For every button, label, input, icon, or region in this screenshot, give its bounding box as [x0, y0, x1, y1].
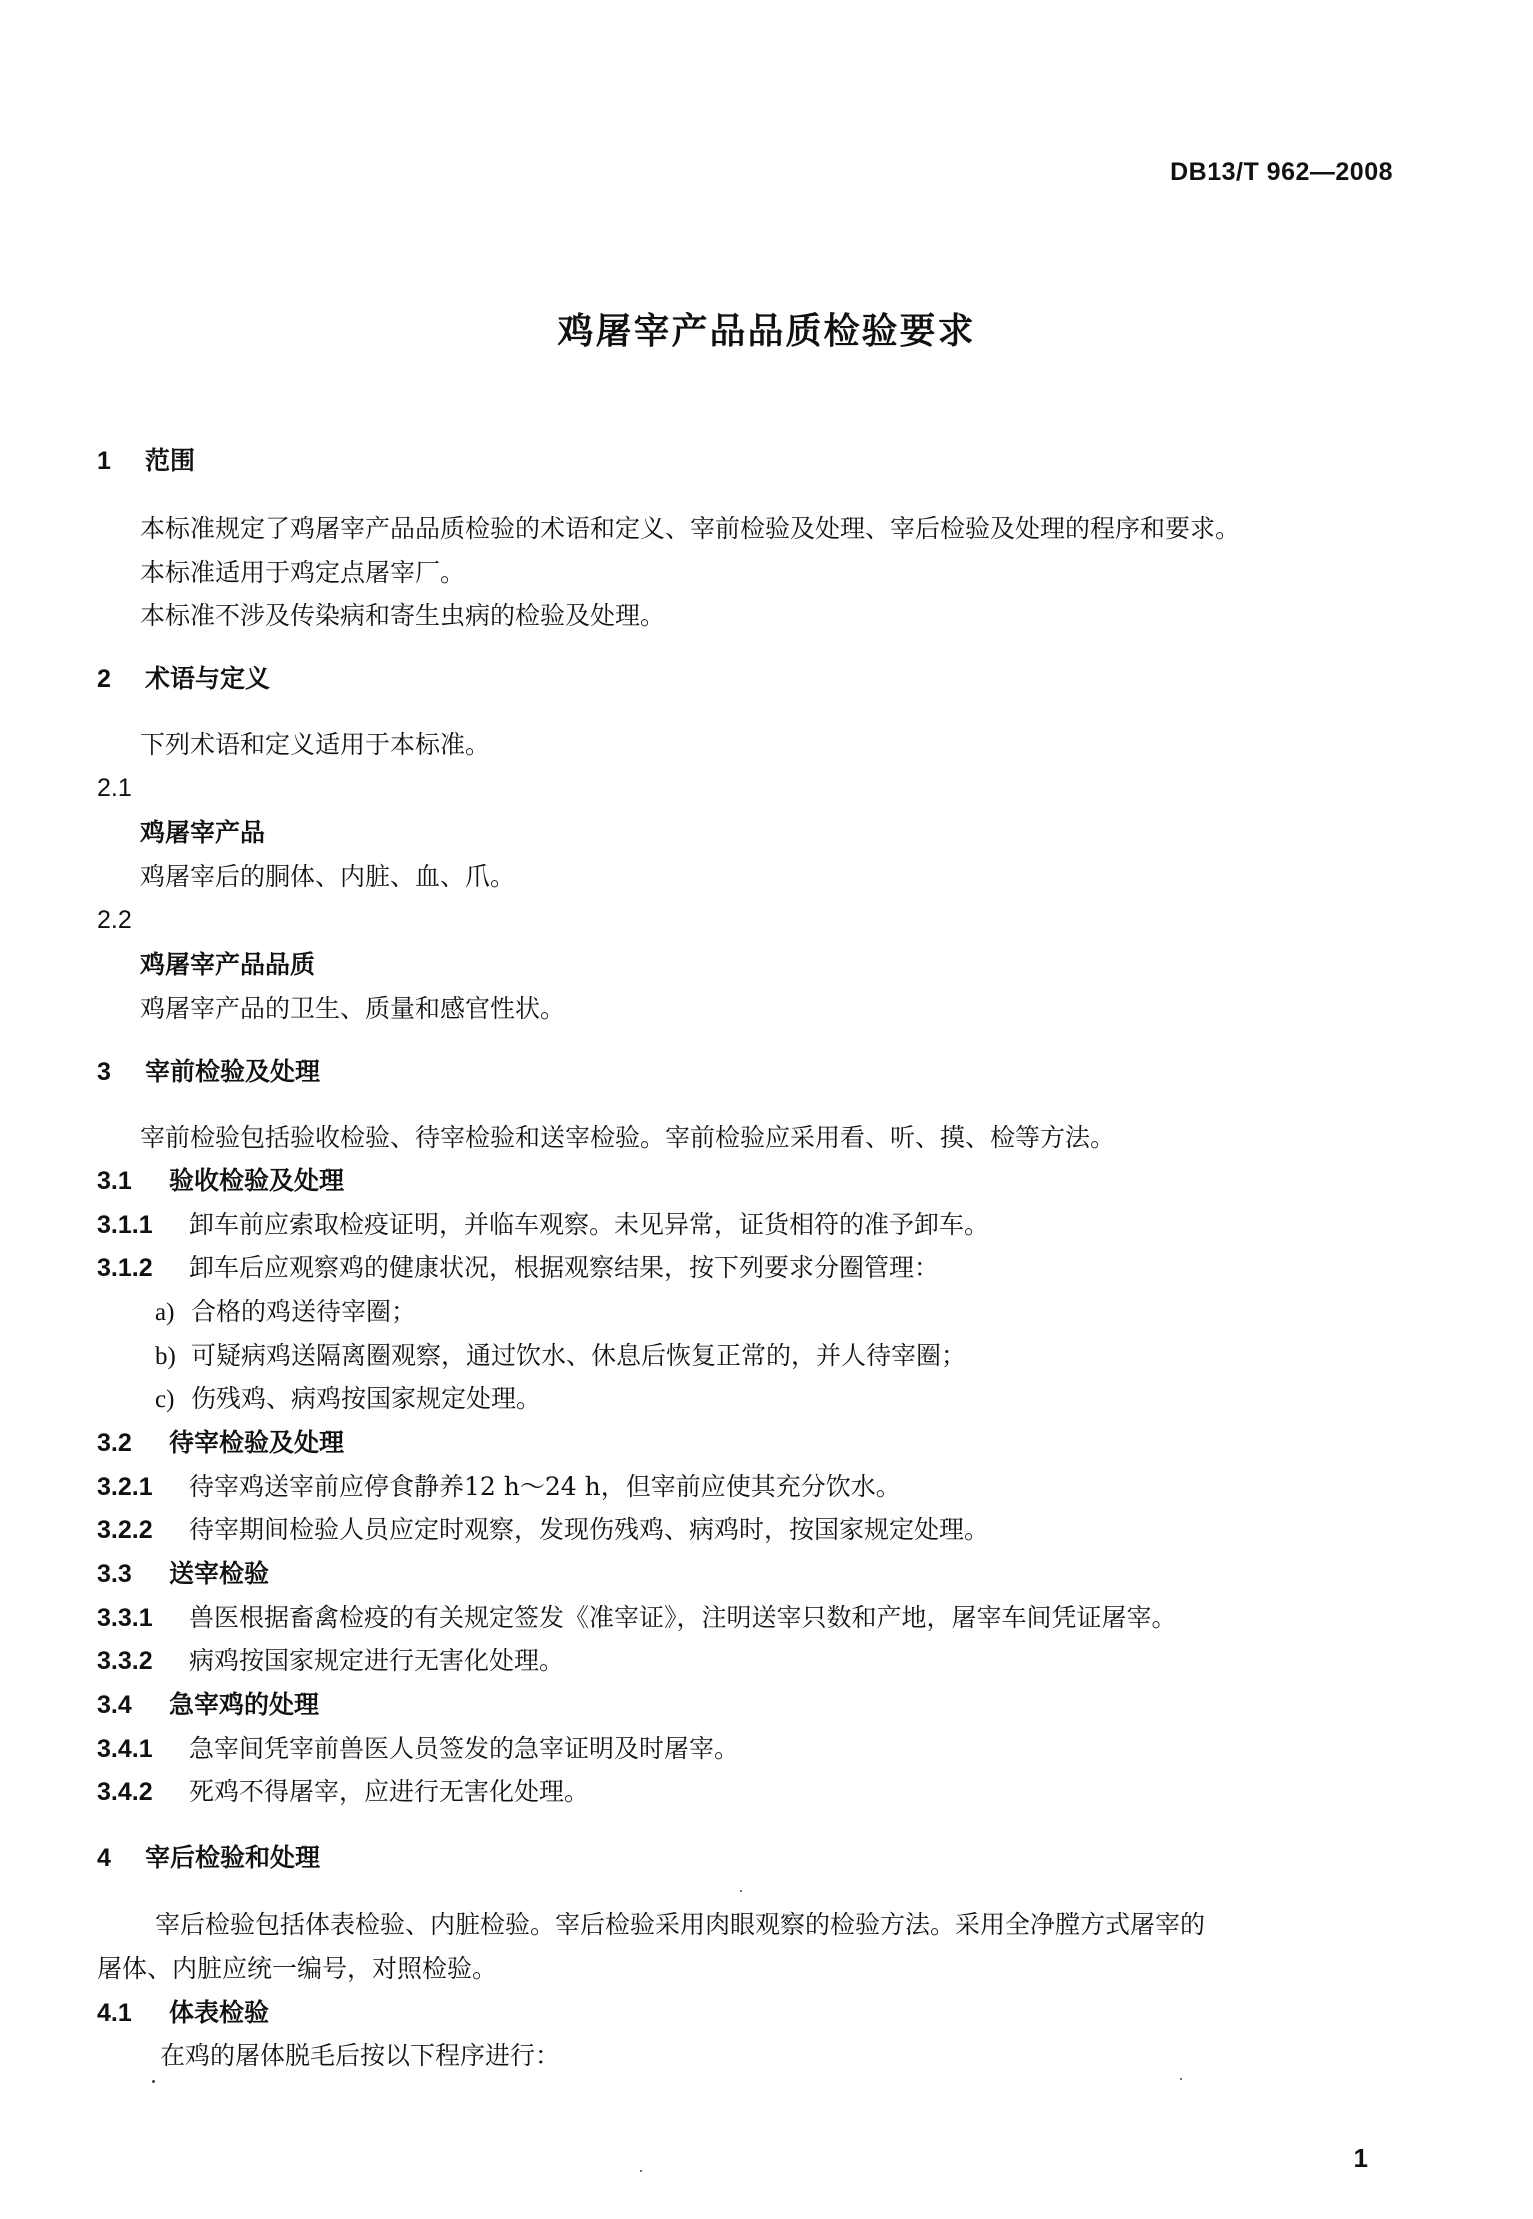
subsection-number: 3.3 [97, 1560, 132, 1588]
term-definition: 鸡屠宰后的胴体、内脏、血、爪。 [140, 862, 516, 891]
list-label: b) [155, 1343, 176, 1370]
section-title: 术语与定义 [145, 664, 271, 693]
subsection-heading [97, 1430, 344, 1456]
section-number: 3 [97, 1058, 111, 1086]
clause-number: 3.2.1 [97, 1473, 153, 1501]
list-item [155, 1299, 416, 1325]
section-number: 2 [97, 665, 111, 693]
term-name: 鸡屠宰产品品质 [140, 950, 316, 979]
document-title: 鸡屠宰产品品质检验要求 [557, 311, 976, 352]
section-number: 4 [97, 1844, 111, 1872]
paragraph: 宰后检验包括体表检验、内脏检验。宰后检验采用肉眼观察的检验方法。采用全净膛方式屠宰的 [155, 1910, 1206, 1939]
paragraph: 宰前检验包括验收检验、待宰检验和送宰检验。宰前检验应采用看、听、摸、检等方法。 [140, 1123, 1116, 1152]
clause-text: 卸车后应观察鸡的健康状况，根据观察结果，按下列要求分圈管理： [189, 1253, 940, 1282]
section-number: 1 [97, 447, 111, 475]
clause [97, 1736, 739, 1762]
clause-number: 3.1.1 [97, 1211, 153, 1239]
list-item [155, 1386, 541, 1412]
clause-number: 3.4.2 [97, 1778, 153, 1806]
scan-speck [640, 2170, 642, 2172]
subsection-heading [97, 1561, 269, 1587]
clause [97, 1212, 989, 1238]
list-label: c) [155, 1386, 175, 1413]
scan-speck [740, 1890, 742, 1892]
term-definition: 鸡屠宰产品的卫生、质量和感官性状。 [140, 994, 566, 1023]
term-name: 鸡屠宰产品 [140, 818, 266, 847]
scan-speck [152, 2080, 155, 2083]
section-1-heading [97, 448, 195, 474]
list-label: a) [155, 1299, 175, 1326]
section-4-heading [97, 1845, 320, 1871]
clause [97, 1255, 939, 1281]
subsection-number: 3.2 [97, 1429, 132, 1457]
clause [97, 1605, 1177, 1631]
clause-number: 3.1.2 [97, 1254, 153, 1282]
subsection-heading [97, 2000, 269, 2026]
clause-text: 卸车前应索取检疫证明，并临车观察。未见异常，证货相符的准予卸车。 [189, 1210, 990, 1239]
subsection-number: 4.1 [97, 1999, 132, 2027]
list-text: 伤残鸡、病鸡按国家规定处理。 [191, 1384, 542, 1413]
clause [97, 1648, 564, 1674]
list-item [155, 1343, 966, 1369]
clause-text: 兽医根据畜禽检疫的有关规定签发《准宰证》，注明送宰只数和产地，屠宰车间凭证屠宰。 [189, 1603, 1177, 1632]
clause [97, 1474, 901, 1500]
clause-text: 待宰期间检验人员应定时观察，发现伤残鸡、病鸡时，按国家规定处理。 [189, 1515, 990, 1544]
term-number: 2.2 [97, 906, 132, 934]
subsection-title: 验收检验及处理 [169, 1166, 345, 1195]
section-title: 宰前检验及处理 [145, 1057, 321, 1086]
subsection-title: 待宰检验及处理 [169, 1428, 345, 1457]
section-title: 范围 [145, 446, 196, 475]
subsection-heading [97, 1692, 319, 1718]
clause-text: 待宰鸡送宰前应停食静养12 h～24 h，但宰前应使其充分饮水。 [189, 1472, 901, 1501]
subsection-number: 3.1 [97, 1167, 132, 1195]
clause-number: 3.4.1 [97, 1735, 153, 1763]
clause-text: 死鸡不得屠宰，应进行无害化处理。 [189, 1777, 590, 1806]
clause-text: 急宰间凭宰前兽医人员签发的急宰证明及时屠宰。 [189, 1734, 740, 1763]
clause [97, 1779, 589, 1805]
paragraph: 本标准适用于鸡定点屠宰厂。 [140, 558, 466, 587]
subsection-title: 送宰检验 [169, 1559, 270, 1588]
standard-code: DB13/T 962—2008 [1170, 158, 1393, 186]
term-number: 2.1 [97, 774, 132, 802]
list-text: 合格的鸡送待宰圈； [191, 1297, 417, 1326]
scan-speck [1180, 2078, 1182, 2080]
page-number: 1 [1353, 2143, 1368, 2173]
subsection-title: 急宰鸡的处理 [169, 1690, 320, 1719]
clause-number: 3.3.1 [97, 1604, 153, 1632]
paragraph: 在鸡的屠体脱毛后按以下程序进行： [160, 2041, 561, 2070]
paragraph: 屠体、内脏应统一编号，对照检验。 [97, 1954, 498, 1983]
subsection-title: 体表检验 [169, 1998, 270, 2027]
section-2-heading [97, 666, 270, 692]
clause-number: 3.2.2 [97, 1516, 153, 1544]
paragraph: 本标准规定了鸡屠宰产品品质检验的术语和定义、宰前检验及处理、宰后检验及处理的程序和要求。 [140, 514, 1241, 543]
clause-text: 病鸡按国家规定进行无害化处理。 [189, 1646, 565, 1675]
paragraph: 本标准不涉及传染病和寄生虫病的检验及处理。 [140, 601, 666, 630]
clause-number: 3.3.2 [97, 1647, 153, 1675]
subsection-number: 3.4 [97, 1691, 132, 1719]
clause [97, 1517, 989, 1543]
paragraph: 下列术语和定义适用于本标准。 [140, 730, 491, 759]
section-3-heading [97, 1059, 320, 1085]
list-text: 可疑病鸡送隔离圈观察，通过饮水、休息后恢复正常的，并人待宰圈； [191, 1341, 967, 1370]
section-title: 宰后检验和处理 [145, 1843, 321, 1872]
subsection-heading [97, 1168, 344, 1194]
